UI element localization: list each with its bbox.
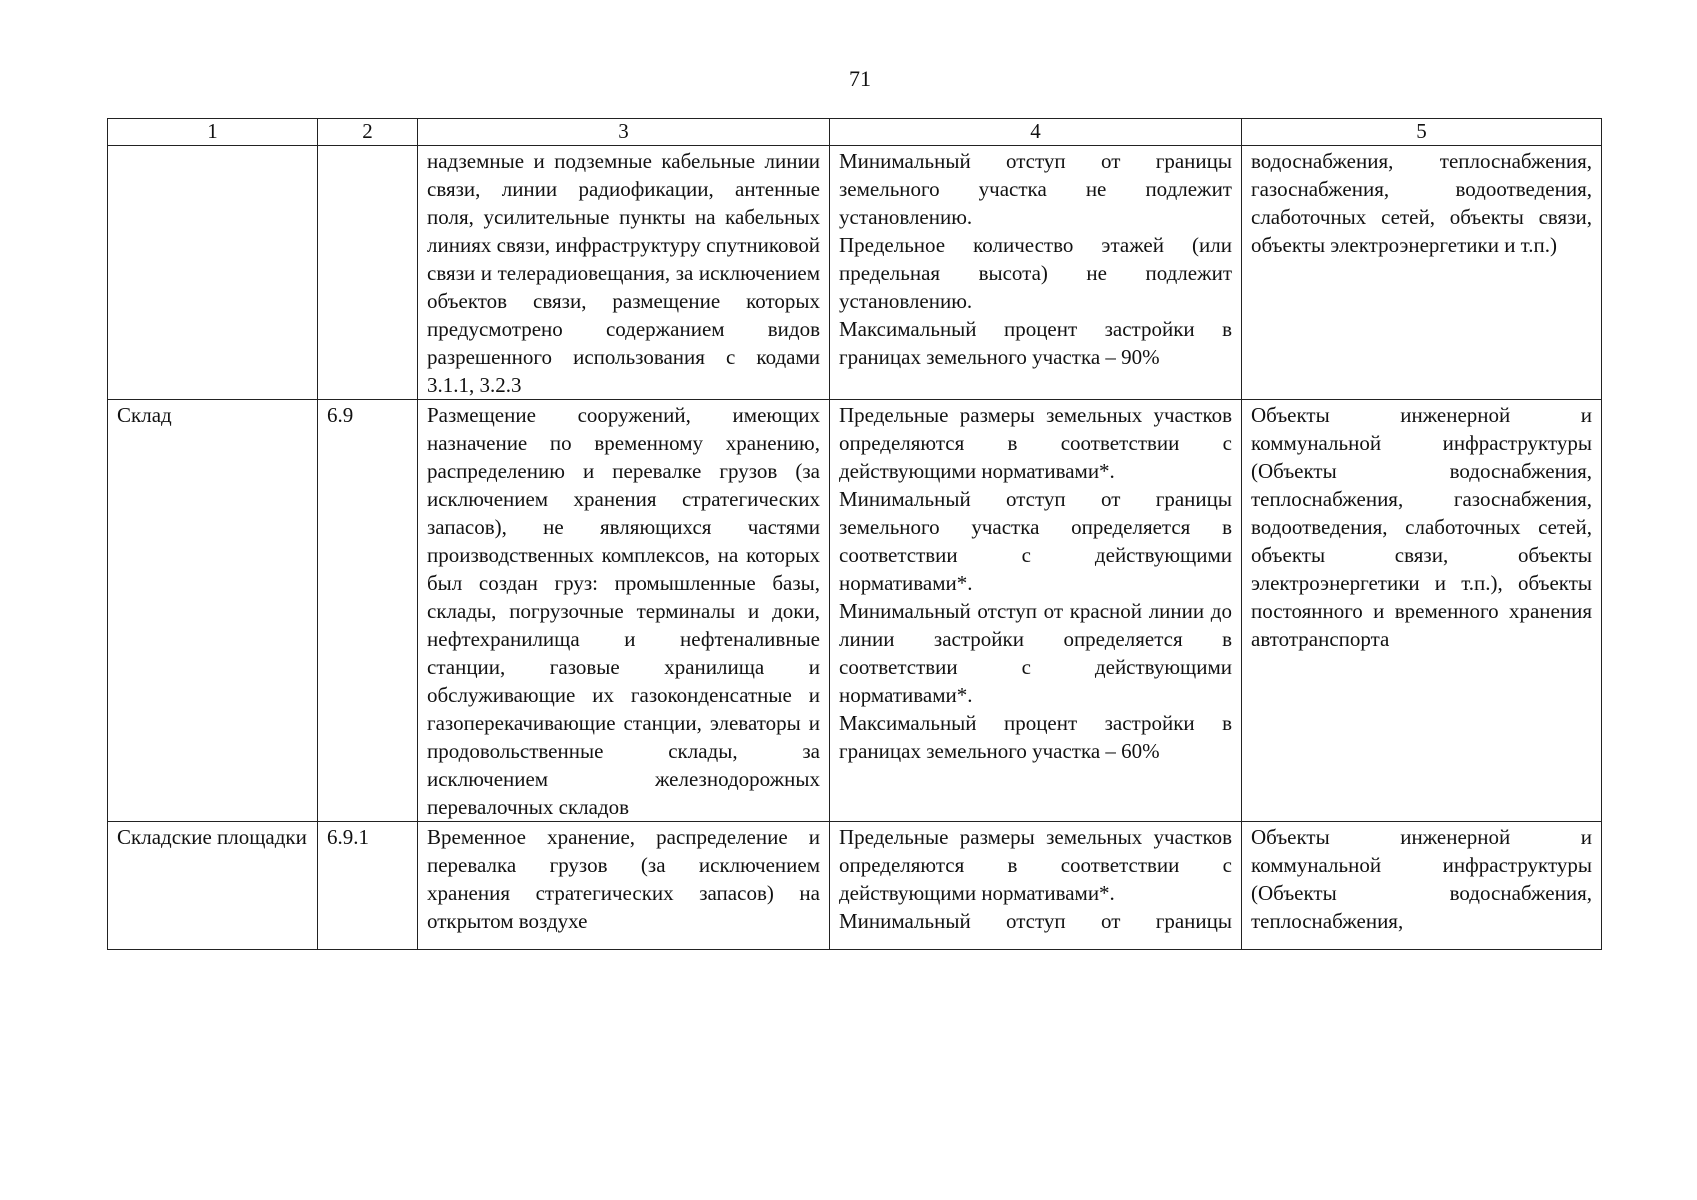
parameter-line: Минимальный отступ от границы земельного участка не подлежит установлению. bbox=[839, 149, 1232, 229]
parameters-cell bbox=[830, 146, 1242, 400]
parameter-line: Минимальный отступ от границы bbox=[839, 909, 1232, 933]
parameter-line: Минимальный отступ от красной линии до линии застройки определяется в соответствии с действующими нормативами*. bbox=[839, 599, 1232, 707]
parameters-clip bbox=[839, 823, 1232, 935]
header-col-2: 2 bbox=[318, 119, 418, 146]
use-name-cell: Склад bbox=[108, 400, 318, 822]
parameter-line: Предельные размеры земельных участков определяются в соответствии с действующими нормативами*. bbox=[839, 403, 1232, 483]
header-col-1: 1 bbox=[108, 119, 318, 146]
use-description-cell: Размещение сооружений, имеющих назначение по временному хранению, распределению и перевалке грузов (за исключением хранения стратегических запасов), не являющихся частями производственных комплексов, на которых был создан груз: промышленные базы, склады, погрузочные терминалы и доки, нефтехранилища и нефтеналивные станции, газовые хранилища и обслуживающие их газоконденсатные и газоперекачивающие станции, элеваторы и продовольственные склады, за исключением железнодорожных перевалочных складов bbox=[418, 400, 830, 822]
use-code-cell: 6.9 bbox=[318, 400, 418, 822]
header-row bbox=[108, 119, 1602, 146]
parameter-line: Предельные размеры земельных участков определяются в соответствии с действующими нормативами*. bbox=[839, 825, 1232, 905]
header-col-4: 4 bbox=[830, 119, 1242, 146]
parameters-cell bbox=[830, 400, 1242, 822]
auxiliary-uses-cell: Объекты инженерной и коммунальной инфраструктуры (Объекты водоснабжения, теплоснабжения, bbox=[1242, 822, 1602, 950]
use-code-cell: 6.9.1 bbox=[318, 822, 418, 950]
auxiliary-uses-cell: Объекты инженерной и коммунальной инфраструктуры (Объекты водоснабжения, теплоснабжения, газоснабжения, водоотведения, слаботочных сетей, объекты связи, объекты электроэнергетики и т.п.), объекты постоянного и временного хранения автотранспорта bbox=[1242, 400, 1602, 822]
use-name-cell bbox=[108, 146, 318, 400]
header-col-5: 5 bbox=[1242, 119, 1602, 146]
regulations-table bbox=[107, 118, 1602, 950]
parameter-line: Минимальный отступ от границы земельного участка определяется в соответствии с действующими нормативами*. bbox=[839, 487, 1232, 595]
header-col-3: 3 bbox=[418, 119, 830, 146]
parameter-line: Максимальный процент застройки в границах земельного участка – 60% bbox=[839, 711, 1232, 763]
table-row bbox=[108, 146, 1602, 400]
parameter-line: Максимальный процент застройки в границах земельного участка – 90% bbox=[839, 317, 1232, 369]
page-number: 71 bbox=[849, 66, 871, 91]
table-row bbox=[108, 822, 1602, 950]
use-name-cell: Складские площадки bbox=[108, 822, 318, 950]
use-description-cell: надземные и подземные кабельные линии связи, линии радиофикации, антенные поля, усилительные пункты на кабельных линиях связи, инфраструктуру спутниковой связи и телерадиовещания, за исключением объектов связи, размещение которых предусмотрено содержанием видов разрешенного использования с кодами 3.1.1, 3.2.3 bbox=[418, 146, 830, 400]
use-description-cell: Временное хранение, распределение и перевалка грузов (за исключением хранения стратегических запасов) на открытом воздухе bbox=[418, 822, 830, 950]
table-row bbox=[108, 400, 1602, 822]
parameters-cell bbox=[830, 822, 1242, 950]
use-code-cell bbox=[318, 146, 418, 400]
auxiliary-uses-cell: водоснабжения, теплоснабжения, газоснабжения, водоотведения, слаботочных сетей, объекты связи, объекты электроэнергетики и т.п.) bbox=[1242, 146, 1602, 400]
parameter-line: Предельное количество этажей (или предельная высота) не подлежит установлению. bbox=[839, 233, 1232, 313]
